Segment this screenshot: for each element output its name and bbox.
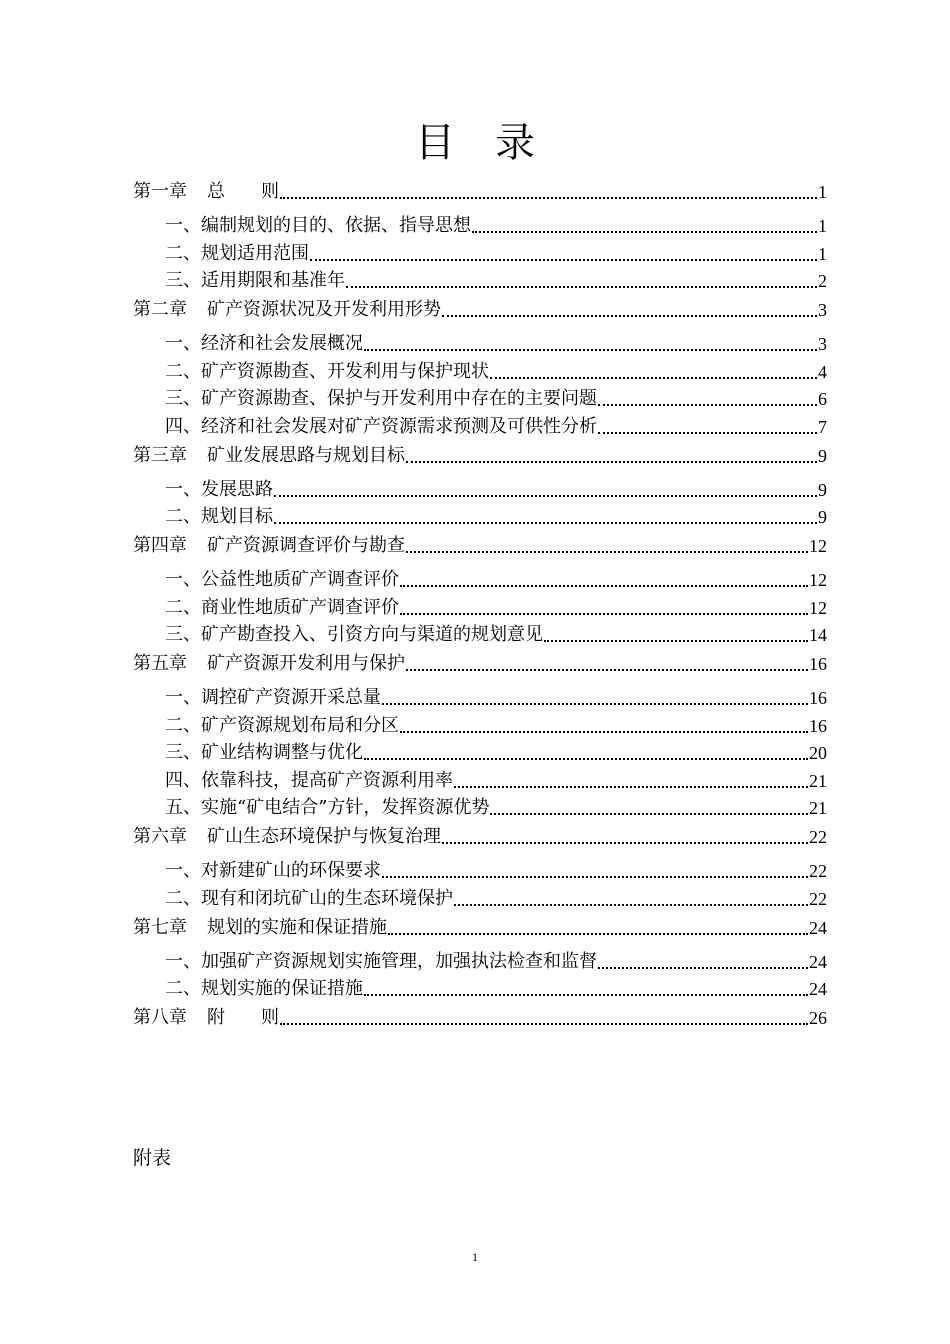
- toc-section-title: 一、公益性地质矿产调查评价: [165, 569, 399, 590]
- toc-chapter-title: 矿业发展思路与规划目标: [207, 444, 405, 466]
- toc-chapter-title: 总 则: [207, 181, 279, 202]
- toc-dot-leader: [382, 703, 808, 705]
- toc-dot-leader: [454, 786, 808, 788]
- toc-chapter-title: 规划的实施和保证措施: [207, 916, 387, 938]
- toc-section-title: 二、现有和闭坑矿山的生态环境保护: [165, 887, 453, 909]
- toc-page-number: 1: [818, 182, 827, 202]
- toc-chapter-entry[interactable]: [133, 292, 827, 321]
- toc-section-entry[interactable]: [133, 848, 827, 882]
- toc-section-title: 二、规划实施的保证措施: [165, 978, 363, 999]
- toc-page-number: 9: [818, 445, 827, 466]
- toc-page-number: 21: [809, 798, 827, 818]
- toc-page-number: 3: [818, 300, 827, 320]
- toc-section-title: 二、矿产资源勘查、开发利用与保护现状: [165, 360, 489, 382]
- toc-dot-leader: [400, 731, 808, 733]
- toc-section-entry[interactable]: [133, 203, 827, 237]
- toc-section-entry[interactable]: [133, 265, 827, 293]
- toc-dot-leader: [274, 522, 817, 524]
- toc-chapter-title: 附 则: [207, 1007, 279, 1028]
- toc-dot-leader: [454, 904, 808, 906]
- toc-page-number: 12: [809, 570, 827, 590]
- toc-page-number: 2: [818, 271, 827, 291]
- toc-chapter-label: [133, 826, 441, 848]
- toc-chapter-entry[interactable]: [133, 1000, 827, 1029]
- toc-chapter-label: [133, 653, 405, 675]
- toc-section-title: 三、矿产勘查投入、引资方向与渠道的规划意见: [165, 624, 543, 645]
- toc-chapter-title: 矿产资源调查评价与勘查: [207, 535, 405, 556]
- toc-chapter-label: [133, 535, 405, 557]
- toc-chapter-number: 第三章: [133, 444, 187, 466]
- toc-page-number: 7: [818, 416, 827, 437]
- toc-section-entry[interactable]: [133, 467, 827, 501]
- toc-dot-leader: [442, 842, 808, 844]
- toc-page-number: 1: [818, 216, 827, 236]
- toc-dot-leader: [598, 404, 817, 406]
- toc-page-number: 21: [809, 770, 827, 791]
- toc-section-title: 二、规划目标: [165, 506, 273, 527]
- toc-page-number: 1: [818, 243, 827, 264]
- toc-chapter-label: [133, 1007, 279, 1029]
- toc-dot-leader: [472, 231, 817, 233]
- toc-chapter-number: 第一章: [133, 181, 187, 202]
- toc-dot-leader: [490, 813, 808, 815]
- toc-section-title: 二、矿产资源规划布局和分区: [165, 714, 399, 736]
- toc-page-number: 24: [809, 917, 827, 938]
- title-char-2: 录: [495, 120, 535, 166]
- toc-section-entry[interactable]: [133, 383, 827, 411]
- toc-section-entry[interactable]: [133, 355, 827, 383]
- toc-section-title: 一、经济和社会发展概况: [165, 333, 363, 354]
- toc-dot-leader: [490, 377, 817, 379]
- toc-chapter-entry[interactable]: [133, 910, 827, 939]
- toc-chapter-entry[interactable]: [133, 438, 827, 467]
- toc-dot-leader: [382, 876, 808, 878]
- toc-section-entry[interactable]: [133, 973, 827, 1001]
- toc-chapter-label: [133, 181, 279, 203]
- toc-section-entry[interactable]: [133, 882, 827, 910]
- toc-section-entry[interactable]: [133, 619, 827, 647]
- toc-dot-leader: [280, 197, 817, 199]
- toc-dot-leader: [406, 551, 808, 553]
- toc-section-title: 一、编制规划的目的、依据、指导思想: [165, 215, 471, 236]
- toc-page-number: 22: [809, 827, 827, 847]
- toc-section-entry[interactable]: [133, 792, 827, 820]
- toc-page-number: 24: [809, 979, 827, 999]
- toc-section-title: 四、经济和社会发展对矿产资源需求预测及可供性分析: [165, 415, 597, 437]
- toc-section-entry[interactable]: [133, 557, 827, 591]
- toc-chapter-title: 矿产资源开发利用与保护: [207, 653, 405, 674]
- toc-dot-leader: [400, 585, 808, 587]
- toc-chapter-number: 第八章: [133, 1007, 187, 1028]
- toc-section-entry[interactable]: [133, 764, 827, 792]
- toc-page-number: 4: [818, 361, 827, 382]
- toc-chapter-number: 第四章: [133, 535, 187, 556]
- page-title: [0, 118, 950, 168]
- toc-page-number: 26: [809, 1008, 827, 1028]
- toc-chapter-entry[interactable]: [133, 528, 827, 557]
- toc-section-title: 三、适用期限和基准年: [165, 270, 345, 291]
- toc-section-title: 五、实施“矿电结合”方针，发挥资源优势: [165, 797, 490, 818]
- toc-section-title: 四、依靠科技，提高矿产资源利用率: [165, 769, 453, 791]
- toc-dot-leader: [442, 315, 817, 317]
- toc-dot-leader: [406, 461, 817, 463]
- toc-dot-leader: [346, 286, 817, 288]
- toc-section-title: 一、发展思路: [165, 478, 273, 500]
- toc-chapter-number: 第七章: [133, 916, 187, 938]
- toc-dot-leader: [364, 349, 817, 351]
- toc-section-title: 三、矿产资源勘查、保护与开发利用中存在的主要问题: [165, 388, 597, 409]
- toc-section-entry[interactable]: [133, 737, 827, 765]
- toc-chapter-number: 第五章: [133, 653, 187, 674]
- toc-page-number: 9: [818, 479, 827, 500]
- toc-dot-leader: [364, 758, 808, 760]
- toc-chapter-number: 第六章: [133, 826, 187, 847]
- toc-section-entry[interactable]: [133, 675, 827, 709]
- toc-dot-leader: [598, 967, 808, 969]
- title-char-1: 目: [415, 120, 455, 166]
- toc-chapter-entry[interactable]: [133, 819, 827, 848]
- toc-page-number: 16: [809, 654, 827, 674]
- toc-dot-leader: [310, 259, 817, 261]
- toc-section-entry[interactable]: [133, 939, 827, 973]
- toc-page-number: 22: [809, 861, 827, 881]
- toc-chapter-label: [133, 445, 405, 467]
- toc-section-title: 二、商业性地质矿产调查评价: [165, 596, 399, 618]
- appendix-label: 附表: [133, 1147, 172, 1169]
- toc-page-number: 12: [809, 536, 827, 556]
- toc-section-entry[interactable]: [133, 410, 827, 438]
- toc-page-number: 9: [818, 507, 827, 527]
- toc-page-number: 14: [809, 625, 827, 645]
- toc-page-number: 16: [809, 715, 827, 736]
- toc-page-number: 20: [809, 743, 827, 763]
- toc-section-title: 三、矿业结构调整与优化: [165, 742, 363, 763]
- toc-page-number: 24: [809, 951, 827, 972]
- toc-chapter-entry[interactable]: [133, 173, 827, 203]
- toc-dot-leader: [406, 669, 808, 671]
- toc-section-title: 二、规划适用范围: [165, 242, 309, 264]
- toc-dot-leader: [544, 640, 808, 642]
- toc-dot-leader: [364, 994, 808, 996]
- toc-page-number: 6: [818, 389, 827, 409]
- toc-page-number: 12: [809, 597, 827, 618]
- toc-section-title: 一、调控矿产资源开采总量: [165, 687, 381, 708]
- toc-page-number: 22: [809, 888, 827, 909]
- toc-section-title: 一、加强矿产资源规划实施管理，加强执法检查和监督: [165, 950, 597, 972]
- toc-page-number: 16: [809, 688, 827, 708]
- toc-chapter-number: 第二章: [133, 299, 187, 320]
- toc-dot-leader: [388, 933, 808, 935]
- toc-section-title: 一、对新建矿山的环保要求: [165, 860, 381, 881]
- toc-chapter-entry[interactable]: [133, 646, 827, 675]
- toc-dot-leader: [280, 1023, 808, 1025]
- toc-page-number: 3: [818, 334, 827, 354]
- toc-section-entry[interactable]: [133, 321, 827, 355]
- toc-section-entry[interactable]: [133, 237, 827, 265]
- toc-section-entry[interactable]: [133, 709, 827, 737]
- page-number: 1: [472, 1250, 478, 1264]
- toc-chapter-title: 矿山生态环境保护与恢复治理: [207, 826, 441, 847]
- toc-dot-leader: [598, 432, 817, 434]
- toc-section-entry[interactable]: [133, 591, 827, 619]
- table-of-contents: [133, 173, 827, 1029]
- toc-chapter-title: 矿产资源状况及开发利用形势: [207, 299, 441, 320]
- toc-dot-leader: [400, 613, 808, 615]
- toc-section-entry[interactable]: [133, 501, 827, 529]
- toc-chapter-label: [133, 299, 441, 321]
- toc-dot-leader: [274, 495, 817, 497]
- toc-chapter-label: [133, 917, 387, 939]
